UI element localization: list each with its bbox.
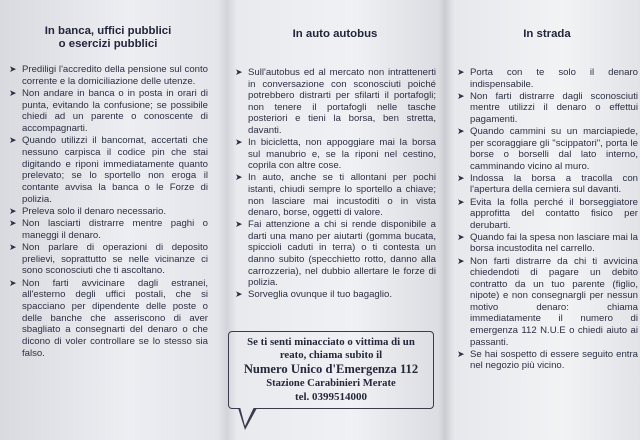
column-street <box>446 0 640 440</box>
speech-tail-fill <box>240 407 254 426</box>
arrow-bullet-icon: ➤ <box>235 289 243 300</box>
arrow-bullet-icon: ➤ <box>457 172 465 183</box>
arrow-bullet-icon: ➤ <box>9 205 17 216</box>
arrow-bullet-icon: ➤ <box>235 67 243 77</box>
heading-street <box>456 28 638 41</box>
arrow-bullet-icon: ➤ <box>235 172 243 183</box>
list-bank <box>8 64 208 360</box>
list-item: ➤ Non farti avvicinare dagli estranei, all'esterno degli uffici postali, che si spacciano per dipendente delle poste o delle banche che asseriscono di aver sbagliato a consegnarti del denaro o che dicono di voler controllare se lo stesso sia falso. <box>9 277 208 359</box>
emergency-callout <box>228 331 434 409</box>
list-item: ➤ Quando fai la spesa non lasciare mai la borsa incustodita nel carrello. <box>457 231 638 255</box>
list-item: ➤ Non farti distrarre da chi ti avvicina chiedendoti di pagare un debito contratto da un tuo parente (figlio, nipote) e non consegnargli per nessun motivo denaro: chiama immediatamente il numero di emergenza 112 N.U.E o chiedi aiuto ai passanti. <box>457 255 638 348</box>
heading-transport <box>234 28 436 41</box>
emergency-line: reato, chiama subito il <box>279 349 383 361</box>
list-item: ➤ Non farti distrarre dagli sconosciuti mentre utilizzi il denaro o effettui pagamenti. <box>457 90 638 125</box>
list-transport <box>234 67 436 301</box>
list-item: ➤ Non lasciarti distrarre mentre paghi o maneggi il denaro. <box>9 218 208 241</box>
list-item: ➤ Porta con te solo il denaro indispensabile. <box>457 67 638 90</box>
arrow-bullet-icon: ➤ <box>457 67 465 77</box>
arrow-bullet-icon: ➤ <box>457 125 465 136</box>
column-bank <box>0 0 222 440</box>
list-item: ➤ Sull'autobus ed al mercato non intrattenerti in conversazione con sconosciuti poiché potrebbero distrarti per sfilarti il portafogli; non tenere il portafogli nelle tasche posteriori e tieni la borsa, ben stretta, davanti. <box>235 67 436 136</box>
list-item: ➤ Preleva solo il denaro necessario. <box>9 205 166 217</box>
arrow-bullet-icon: ➤ <box>9 242 17 253</box>
heading-line: o esercizi pubblici <box>58 38 158 50</box>
list-item: ➤ Sorveglia ovunque il tuo bagaglio. <box>235 289 393 301</box>
carabinieri-station: Stazione Carabinieri Merate <box>266 378 396 389</box>
arrow-bullet-icon: ➤ <box>457 196 465 207</box>
arrow-bullet-icon: ➤ <box>457 90 465 101</box>
heading-line: In banca, uffici pubblici <box>44 25 172 37</box>
arrow-bullet-icon: ➤ <box>9 218 17 229</box>
arrow-bullet-icon: ➤ <box>457 231 465 242</box>
list-item: ➤ Non parlare di operazioni di deposito prelievi, soprattutto se nelle vicinanze ci sono sconosciuti che ti ascoltano. <box>9 242 208 277</box>
list-item: ➤ In auto, anche se ti allontani per pochi istanti, chiudi sempre lo sportello a chiave; non lasciare mai incustoditi o in vista denaro, borse, oggetti di valore. <box>235 172 436 219</box>
arrow-bullet-icon: ➤ <box>235 137 243 148</box>
list-item: ➤ Quando cammini su un marciapiede, per scoraggiare gli "scippatori", porta le borse o borselli dal lato interno, camminando vicino al muro. <box>457 125 638 172</box>
arrow-bullet-icon: ➤ <box>9 277 17 288</box>
list-item: ➤ In bicicletta, non appoggiare mai la borsa sul manubrio e, se la riponi nel cestino, coprila con altre cose. <box>235 137 436 172</box>
arrow-bullet-icon: ➤ <box>457 255 465 266</box>
emergency-number-title: Numero Unico d'Emergenza 112 <box>243 362 419 376</box>
emergency-line: Se ti senti minacciato o vittima di un <box>247 336 415 348</box>
arrow-bullet-icon: ➤ <box>9 135 17 146</box>
list-item: ➤ Non andare in banca o in posta in orari di punta, evitando la confusione; se possibile chiedi ad un parente o conoscente di accompagnarti. <box>9 87 208 135</box>
arrow-bullet-icon: ➤ <box>457 348 465 359</box>
list-item: ➤ Prediligi l'accredito della pensione sul conto corrente e la domiciliazione delle utenze. <box>9 64 208 87</box>
list-item: ➤ Fai attenzione a chi si rende disponibile a darti una mano per aiutarti (gomma bucata, spiccioli caduti in terra) o ti contesta un danno subito (specchietto rotto, danno alla carrozzeria), nel dubbio allertare le forze di polizia. <box>235 219 436 289</box>
arrow-bullet-icon: ➤ <box>9 64 17 74</box>
phone-number: tel. 0399514000 <box>294 391 368 403</box>
list-item: ➤ Indossa la borsa a tracolla con l'apertura della cerniera sul davanti. <box>457 172 638 196</box>
list-item: ➤ Evita la folla perché il borseggiatore approfitta del contatto fisico per derubarti. <box>457 196 638 231</box>
list-street <box>456 67 638 372</box>
heading-bank <box>8 25 208 51</box>
arrow-bullet-icon: ➤ <box>9 87 17 98</box>
list-item: ➤ Se hai sospetto di essere seguito entra nel negozio più vicino. <box>457 348 638 372</box>
list-item: ➤ Quando utilizzi il bancomat, accertati che nessuno carpisca il codice pin che stai digitando e riponi immediatamente quanto prelevato; se lo sportello non eroga il contante avvisa la banca o le Forze di polizia. <box>9 135 208 205</box>
heading-line: In strada <box>523 28 571 40</box>
heading-line: In auto autobus <box>292 28 378 40</box>
arrow-bullet-icon: ➤ <box>235 219 243 230</box>
